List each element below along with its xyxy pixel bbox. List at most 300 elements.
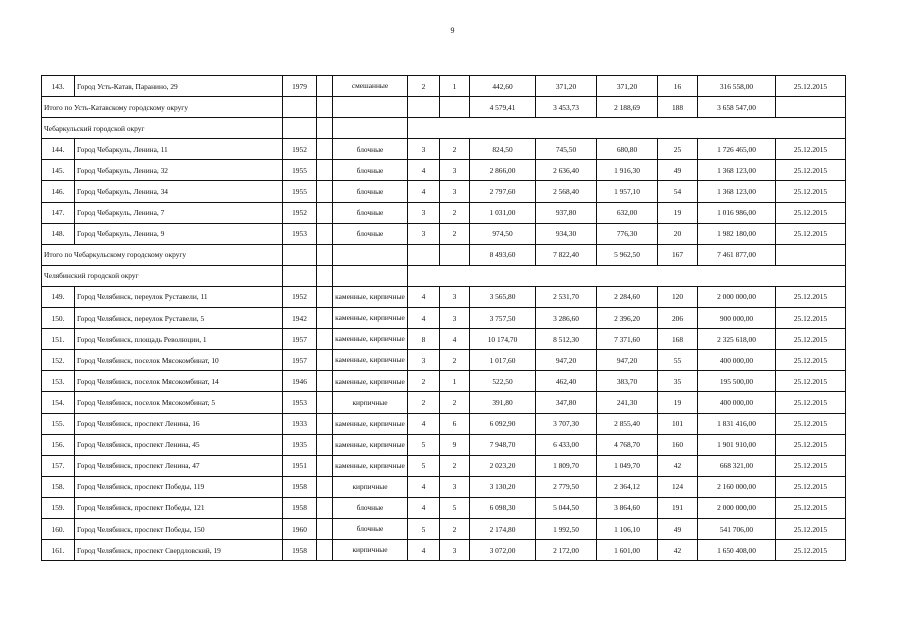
residents-cell: 49: [658, 518, 698, 539]
address-cell: Город Челябинск, проспект Победы, 121: [75, 497, 283, 518]
section-header-row: [42, 118, 846, 139]
year-cell: 1958: [283, 497, 317, 518]
entrances-cell: 5: [440, 497, 470, 518]
area-a-cell: 6 433,00: [536, 434, 597, 455]
table-row: [42, 223, 846, 244]
table-row: [42, 476, 846, 497]
total-area-cell: 442,60: [470, 76, 536, 97]
year-cell: 1942: [283, 308, 317, 329]
total-area-cell: 3 757,50: [470, 308, 536, 329]
page-number: 9: [450, 26, 455, 35]
cost-cell: 1 901 910,00: [698, 434, 776, 455]
area-b-cell: 2 855,40: [597, 413, 658, 434]
summary-area-a: 7 822,40: [536, 244, 597, 265]
blank-cell: [283, 97, 317, 118]
blank-cell: [317, 497, 333, 518]
date-cell: 25.12.2015: [776, 329, 846, 350]
table-row: [42, 350, 846, 371]
residents-cell: 168: [658, 329, 698, 350]
blank-cell: [408, 97, 440, 118]
blank-cell: [333, 244, 408, 265]
residents-cell: 55: [658, 350, 698, 371]
floors-cell: 4: [408, 540, 440, 561]
table-row: [42, 518, 846, 539]
blank-cell: [408, 244, 440, 265]
table-row: [42, 371, 846, 392]
blank-cell: [317, 329, 333, 350]
year-cell: 1952: [283, 139, 317, 160]
row-number: 144.: [42, 139, 75, 160]
area-b-cell: 1 957,10: [597, 181, 658, 202]
cost-cell: 668 321,00: [698, 455, 776, 476]
cost-cell: 1 650 408,00: [698, 540, 776, 561]
floors-cell: 5: [408, 455, 440, 476]
total-area-cell: 10 174,70: [470, 329, 536, 350]
area-b-cell: 2 364,12: [597, 476, 658, 497]
date-cell: 25.12.2015: [776, 286, 846, 307]
address-cell: Город Усть-Катав, Паранино, 29: [75, 76, 283, 97]
total-area-cell: 6 092,90: [470, 413, 536, 434]
entrances-cell: 3: [440, 308, 470, 329]
row-number: 152.: [42, 350, 75, 371]
table-row: [42, 308, 846, 329]
blank-cell: [408, 118, 846, 139]
blank-cell: [283, 118, 317, 139]
entrances-cell: 1: [440, 76, 470, 97]
year-cell: 1958: [283, 540, 317, 561]
cost-cell: 400 000,00: [698, 350, 776, 371]
floors-cell: 2: [408, 76, 440, 97]
entrances-cell: 2: [440, 392, 470, 413]
wall-material-cell: кирпичные: [333, 392, 408, 413]
summary-total-area: 4 579,41: [470, 97, 536, 118]
row-number: 147.: [42, 202, 75, 223]
address-cell: Город Чебаркуль, Ленина, 32: [75, 160, 283, 181]
entrances-cell: 3: [440, 476, 470, 497]
area-b-cell: 7 371,60: [597, 329, 658, 350]
year-cell: 1933: [283, 413, 317, 434]
summary-residents: 167: [658, 244, 698, 265]
entrances-cell: 2: [440, 223, 470, 244]
year-cell: 1957: [283, 350, 317, 371]
year-cell: 1952: [283, 202, 317, 223]
total-area-cell: 2 023,20: [470, 455, 536, 476]
row-number: 158.: [42, 476, 75, 497]
row-number: 146.: [42, 181, 75, 202]
cost-cell: 400 000,00: [698, 392, 776, 413]
total-area-cell: 7 948,70: [470, 434, 536, 455]
total-area-cell: 3 072,00: [470, 540, 536, 561]
date-cell: 25.12.2015: [776, 181, 846, 202]
blank-cell: [317, 118, 333, 139]
table-row: [42, 540, 846, 561]
wall-material-cell: блочные: [333, 160, 408, 181]
year-cell: 1955: [283, 181, 317, 202]
blank-cell: [776, 244, 846, 265]
cost-cell: 2 000 000,00: [698, 497, 776, 518]
entrances-cell: 6: [440, 413, 470, 434]
area-a-cell: 2 568,40: [536, 181, 597, 202]
residents-cell: 25: [658, 139, 698, 160]
entrances-cell: 3: [440, 540, 470, 561]
residents-cell: 191: [658, 497, 698, 518]
year-cell: 1951: [283, 455, 317, 476]
housing-registry-table: [41, 75, 846, 561]
blank-cell: [317, 540, 333, 561]
total-area-cell: 522,50: [470, 371, 536, 392]
row-number: 155.: [42, 413, 75, 434]
entrances-cell: 4: [440, 329, 470, 350]
blank-cell: [440, 244, 470, 265]
area-a-cell: 745,50: [536, 139, 597, 160]
area-a-cell: 2 531,70: [536, 286, 597, 307]
address-cell: Город Челябинск, проспект Ленина, 45: [75, 434, 283, 455]
blank-cell: [317, 434, 333, 455]
table-row: [42, 392, 846, 413]
date-cell: 25.12.2015: [776, 160, 846, 181]
area-a-cell: 371,20: [536, 76, 597, 97]
summary-total-area: 8 493,60: [470, 244, 536, 265]
area-a-cell: 347,80: [536, 392, 597, 413]
floors-cell: 4: [408, 308, 440, 329]
wall-material-cell: кирпичные: [333, 476, 408, 497]
date-cell: 25.12.2015: [776, 455, 846, 476]
total-area-cell: 3 565,80: [470, 286, 536, 307]
area-a-cell: 2 636,40: [536, 160, 597, 181]
area-b-cell: 4 768,70: [597, 434, 658, 455]
area-b-cell: 2 396,20: [597, 308, 658, 329]
blank-cell: [317, 202, 333, 223]
row-number: 159.: [42, 497, 75, 518]
year-cell: 1958: [283, 476, 317, 497]
entrances-cell: 9: [440, 434, 470, 455]
area-b-cell: 776,30: [597, 223, 658, 244]
table-row: [42, 413, 846, 434]
blank-cell: [317, 350, 333, 371]
blank-cell: [333, 118, 408, 139]
residents-cell: 19: [658, 202, 698, 223]
date-cell: 25.12.2015: [776, 540, 846, 561]
residents-cell: 206: [658, 308, 698, 329]
floors-cell: 4: [408, 497, 440, 518]
blank-cell: [408, 265, 846, 286]
row-number: 157.: [42, 455, 75, 476]
address-cell: Город Челябинск, поселок Мясокомбинат, 10: [75, 350, 283, 371]
cost-cell: 900 000,00: [698, 308, 776, 329]
floors-cell: 2: [408, 392, 440, 413]
area-b-cell: 1 049,70: [597, 455, 658, 476]
blank-cell: [333, 97, 408, 118]
blank-cell: [317, 223, 333, 244]
blank-cell: [317, 139, 333, 160]
entrances-cell: 2: [440, 350, 470, 371]
wall-material-cell: блочные: [333, 497, 408, 518]
wall-material-cell: каменные, кирпичные: [333, 455, 408, 476]
floors-cell: 3: [408, 350, 440, 371]
total-area-cell: 3 130,20: [470, 476, 536, 497]
date-cell: 25.12.2015: [776, 139, 846, 160]
year-cell: 1955: [283, 160, 317, 181]
blank-cell: [317, 160, 333, 181]
cost-cell: 1 368 123,00: [698, 181, 776, 202]
address-cell: Город Челябинск, проспект Ленина, 16: [75, 413, 283, 434]
floors-cell: 4: [408, 160, 440, 181]
wall-material-cell: блочные: [333, 223, 408, 244]
table-row: [42, 139, 846, 160]
cost-cell: 1 726 465,00: [698, 139, 776, 160]
cost-cell: 2 325 618,00: [698, 329, 776, 350]
area-a-cell: 934,30: [536, 223, 597, 244]
row-number: 151.: [42, 329, 75, 350]
summary-area-a: 3 453,73: [536, 97, 597, 118]
floors-cell: 3: [408, 202, 440, 223]
date-cell: 25.12.2015: [776, 518, 846, 539]
row-number: 149.: [42, 286, 75, 307]
date-cell: 25.12.2015: [776, 350, 846, 371]
blank-cell: [317, 181, 333, 202]
cost-cell: 1 831 416,00: [698, 413, 776, 434]
residents-cell: 16: [658, 76, 698, 97]
year-cell: 1960: [283, 518, 317, 539]
address-cell: Город Челябинск, проспект Ленина, 47: [75, 455, 283, 476]
table-row: [42, 76, 846, 97]
residents-cell: 19: [658, 392, 698, 413]
row-number: 156.: [42, 434, 75, 455]
area-b-cell: 383,70: [597, 371, 658, 392]
summary-area-b: 2 188,69: [597, 97, 658, 118]
floors-cell: 3: [408, 139, 440, 160]
summary-row: [42, 244, 846, 265]
residents-cell: 42: [658, 540, 698, 561]
address-cell: Город Челябинск, переулок Руставели, 11: [75, 286, 283, 307]
date-cell: 25.12.2015: [776, 223, 846, 244]
floors-cell: 5: [408, 434, 440, 455]
blank-cell: [317, 286, 333, 307]
address-cell: Город Чебаркуль, Ленина, 34: [75, 181, 283, 202]
date-cell: 25.12.2015: [776, 308, 846, 329]
table-row: [42, 160, 846, 181]
blank-cell: [317, 392, 333, 413]
area-b-cell: 1 601,00: [597, 540, 658, 561]
date-cell: 25.12.2015: [776, 476, 846, 497]
residents-cell: 124: [658, 476, 698, 497]
summary-cost: 7 461 877,00: [698, 244, 776, 265]
address-cell: Город Челябинск, поселок Мясокомбинат, 5: [75, 392, 283, 413]
row-number: 150.: [42, 308, 75, 329]
area-b-cell: 371,20: [597, 76, 658, 97]
floors-cell: 4: [408, 181, 440, 202]
entrances-cell: 2: [440, 202, 470, 223]
year-cell: 1957: [283, 329, 317, 350]
area-a-cell: 3 707,30: [536, 413, 597, 434]
blank-cell: [283, 265, 317, 286]
area-b-cell: 241,30: [597, 392, 658, 413]
row-number: 153.: [42, 371, 75, 392]
area-a-cell: 5 044,50: [536, 497, 597, 518]
wall-material-cell: каменные, кирпичные: [333, 371, 408, 392]
table-row: [42, 455, 846, 476]
entrances-cell: 2: [440, 518, 470, 539]
section-label: Чебаркульский городской округ: [42, 118, 283, 139]
table-row: [42, 434, 846, 455]
residents-cell: 49: [658, 160, 698, 181]
blank-cell: [317, 371, 333, 392]
residents-cell: 160: [658, 434, 698, 455]
cost-cell: 1 016 986,00: [698, 202, 776, 223]
floors-cell: 4: [408, 413, 440, 434]
address-cell: Город Челябинск, поселок Мясокомбинат, 14: [75, 371, 283, 392]
section-header-row: [42, 265, 846, 286]
total-area-cell: 2 797,60: [470, 181, 536, 202]
table-row: [42, 181, 846, 202]
summary-area-b: 5 962,50: [597, 244, 658, 265]
cost-cell: 541 706,00: [698, 518, 776, 539]
wall-material-cell: каменные, кирпичные: [333, 434, 408, 455]
wall-material-cell: каменные, кирпичные: [333, 329, 408, 350]
blank-cell: [317, 244, 333, 265]
floors-cell: 8: [408, 329, 440, 350]
address-cell: Город Челябинск, площадь Революции, 1: [75, 329, 283, 350]
table-row: [42, 202, 846, 223]
year-cell: 1935: [283, 434, 317, 455]
floors-cell: 2: [408, 371, 440, 392]
year-cell: 1979: [283, 76, 317, 97]
blank-cell: [317, 76, 333, 97]
area-a-cell: 3 286,60: [536, 308, 597, 329]
table-row: [42, 286, 846, 307]
blank-cell: [317, 308, 333, 329]
wall-material-cell: каменные, кирпичные: [333, 350, 408, 371]
summary-label: Итого по Чебаркульскому городскому округу: [42, 244, 283, 265]
total-area-cell: 824,50: [470, 139, 536, 160]
date-cell: 25.12.2015: [776, 497, 846, 518]
date-cell: 25.12.2015: [776, 371, 846, 392]
address-cell: Город Челябинск, переулок Руставели, 5: [75, 308, 283, 329]
table-row: [42, 329, 846, 350]
area-a-cell: 2 172,00: [536, 540, 597, 561]
cost-cell: 1 982 180,00: [698, 223, 776, 244]
wall-material-cell: каменные, кирпичные: [333, 308, 408, 329]
date-cell: 25.12.2015: [776, 413, 846, 434]
year-cell: 1952: [283, 286, 317, 307]
entrances-cell: 3: [440, 286, 470, 307]
total-area-cell: 974,50: [470, 223, 536, 244]
total-area-cell: 2 866,00: [470, 160, 536, 181]
date-cell: 25.12.2015: [776, 202, 846, 223]
entrances-cell: 2: [440, 455, 470, 476]
blank-cell: [317, 265, 333, 286]
blank-cell: [317, 455, 333, 476]
cost-cell: 316 558,00: [698, 76, 776, 97]
cost-cell: 1 368 123,00: [698, 160, 776, 181]
wall-material-cell: каменные, кирпичные: [333, 413, 408, 434]
summary-residents: 188: [658, 97, 698, 118]
entrances-cell: 2: [440, 139, 470, 160]
address-cell: Город Челябинск, проспект Победы, 119: [75, 476, 283, 497]
summary-row: [42, 97, 846, 118]
row-number: 145.: [42, 160, 75, 181]
area-a-cell: 462,40: [536, 371, 597, 392]
entrances-cell: 3: [440, 181, 470, 202]
area-b-cell: 2 284,60: [597, 286, 658, 307]
wall-material-cell: блочные: [333, 202, 408, 223]
table-row: [42, 497, 846, 518]
area-b-cell: 632,00: [597, 202, 658, 223]
blank-cell: [317, 97, 333, 118]
blank-cell: [776, 97, 846, 118]
date-cell: 25.12.2015: [776, 392, 846, 413]
wall-material-cell: блочные: [333, 139, 408, 160]
floors-cell: 4: [408, 286, 440, 307]
area-a-cell: 1 809,70: [536, 455, 597, 476]
address-cell: Город Чебаркуль, Ленина, 11: [75, 139, 283, 160]
area-b-cell: 1 106,10: [597, 518, 658, 539]
residents-cell: 54: [658, 181, 698, 202]
row-number: 143.: [42, 76, 75, 97]
summary-label: Итого по Усть-Катавскому городскому округу: [42, 97, 283, 118]
residents-cell: 120: [658, 286, 698, 307]
residents-cell: 101: [658, 413, 698, 434]
wall-material-cell: каменные, кирпичные: [333, 286, 408, 307]
entrances-cell: 3: [440, 160, 470, 181]
residents-cell: 35: [658, 371, 698, 392]
blank-cell: [283, 244, 317, 265]
blank-cell: [317, 476, 333, 497]
address-cell: Город Чебаркуль, Ленина, 7: [75, 202, 283, 223]
section-label: Челябинский городской округ: [42, 265, 283, 286]
address-cell: Город Челябинск, проспект Победы, 150: [75, 518, 283, 539]
floors-cell: 4: [408, 476, 440, 497]
total-area-cell: 1 031,00: [470, 202, 536, 223]
row-number: 161.: [42, 540, 75, 561]
cost-cell: 195 500,00: [698, 371, 776, 392]
date-cell: 25.12.2015: [776, 434, 846, 455]
area-b-cell: 680,80: [597, 139, 658, 160]
date-cell: 25.12.2015: [776, 76, 846, 97]
blank-cell: [333, 265, 408, 286]
wall-material-cell: кирпичные: [333, 540, 408, 561]
row-number: 148.: [42, 223, 75, 244]
total-area-cell: 1 017,60: [470, 350, 536, 371]
residents-cell: 20: [658, 223, 698, 244]
area-b-cell: 3 864,60: [597, 497, 658, 518]
residents-cell: 42: [658, 455, 698, 476]
area-a-cell: 947,20: [536, 350, 597, 371]
floors-cell: 3: [408, 223, 440, 244]
address-cell: Город Челябинск, проспект Свердловский, 19: [75, 540, 283, 561]
summary-cost: 3 658 547,00: [698, 97, 776, 118]
year-cell: 1953: [283, 392, 317, 413]
total-area-cell: 2 174,80: [470, 518, 536, 539]
year-cell: 1953: [283, 223, 317, 244]
area-a-cell: 1 992,50: [536, 518, 597, 539]
row-number: 160.: [42, 518, 75, 539]
total-area-cell: 391,80: [470, 392, 536, 413]
area-b-cell: 947,20: [597, 350, 658, 371]
wall-material-cell: смешанные: [333, 76, 408, 97]
area-a-cell: 2 779,50: [536, 476, 597, 497]
cost-cell: 2 000 000,00: [698, 286, 776, 307]
area-a-cell: 937,80: [536, 202, 597, 223]
year-cell: 1946: [283, 371, 317, 392]
wall-material-cell: блочные: [333, 181, 408, 202]
entrances-cell: 1: [440, 371, 470, 392]
area-b-cell: 1 916,30: [597, 160, 658, 181]
total-area-cell: 6 098,30: [470, 497, 536, 518]
address-cell: Город Чебаркуль, Ленина, 9: [75, 223, 283, 244]
cost-cell: 2 160 000,00: [698, 476, 776, 497]
wall-material-cell: блочные: [333, 518, 408, 539]
